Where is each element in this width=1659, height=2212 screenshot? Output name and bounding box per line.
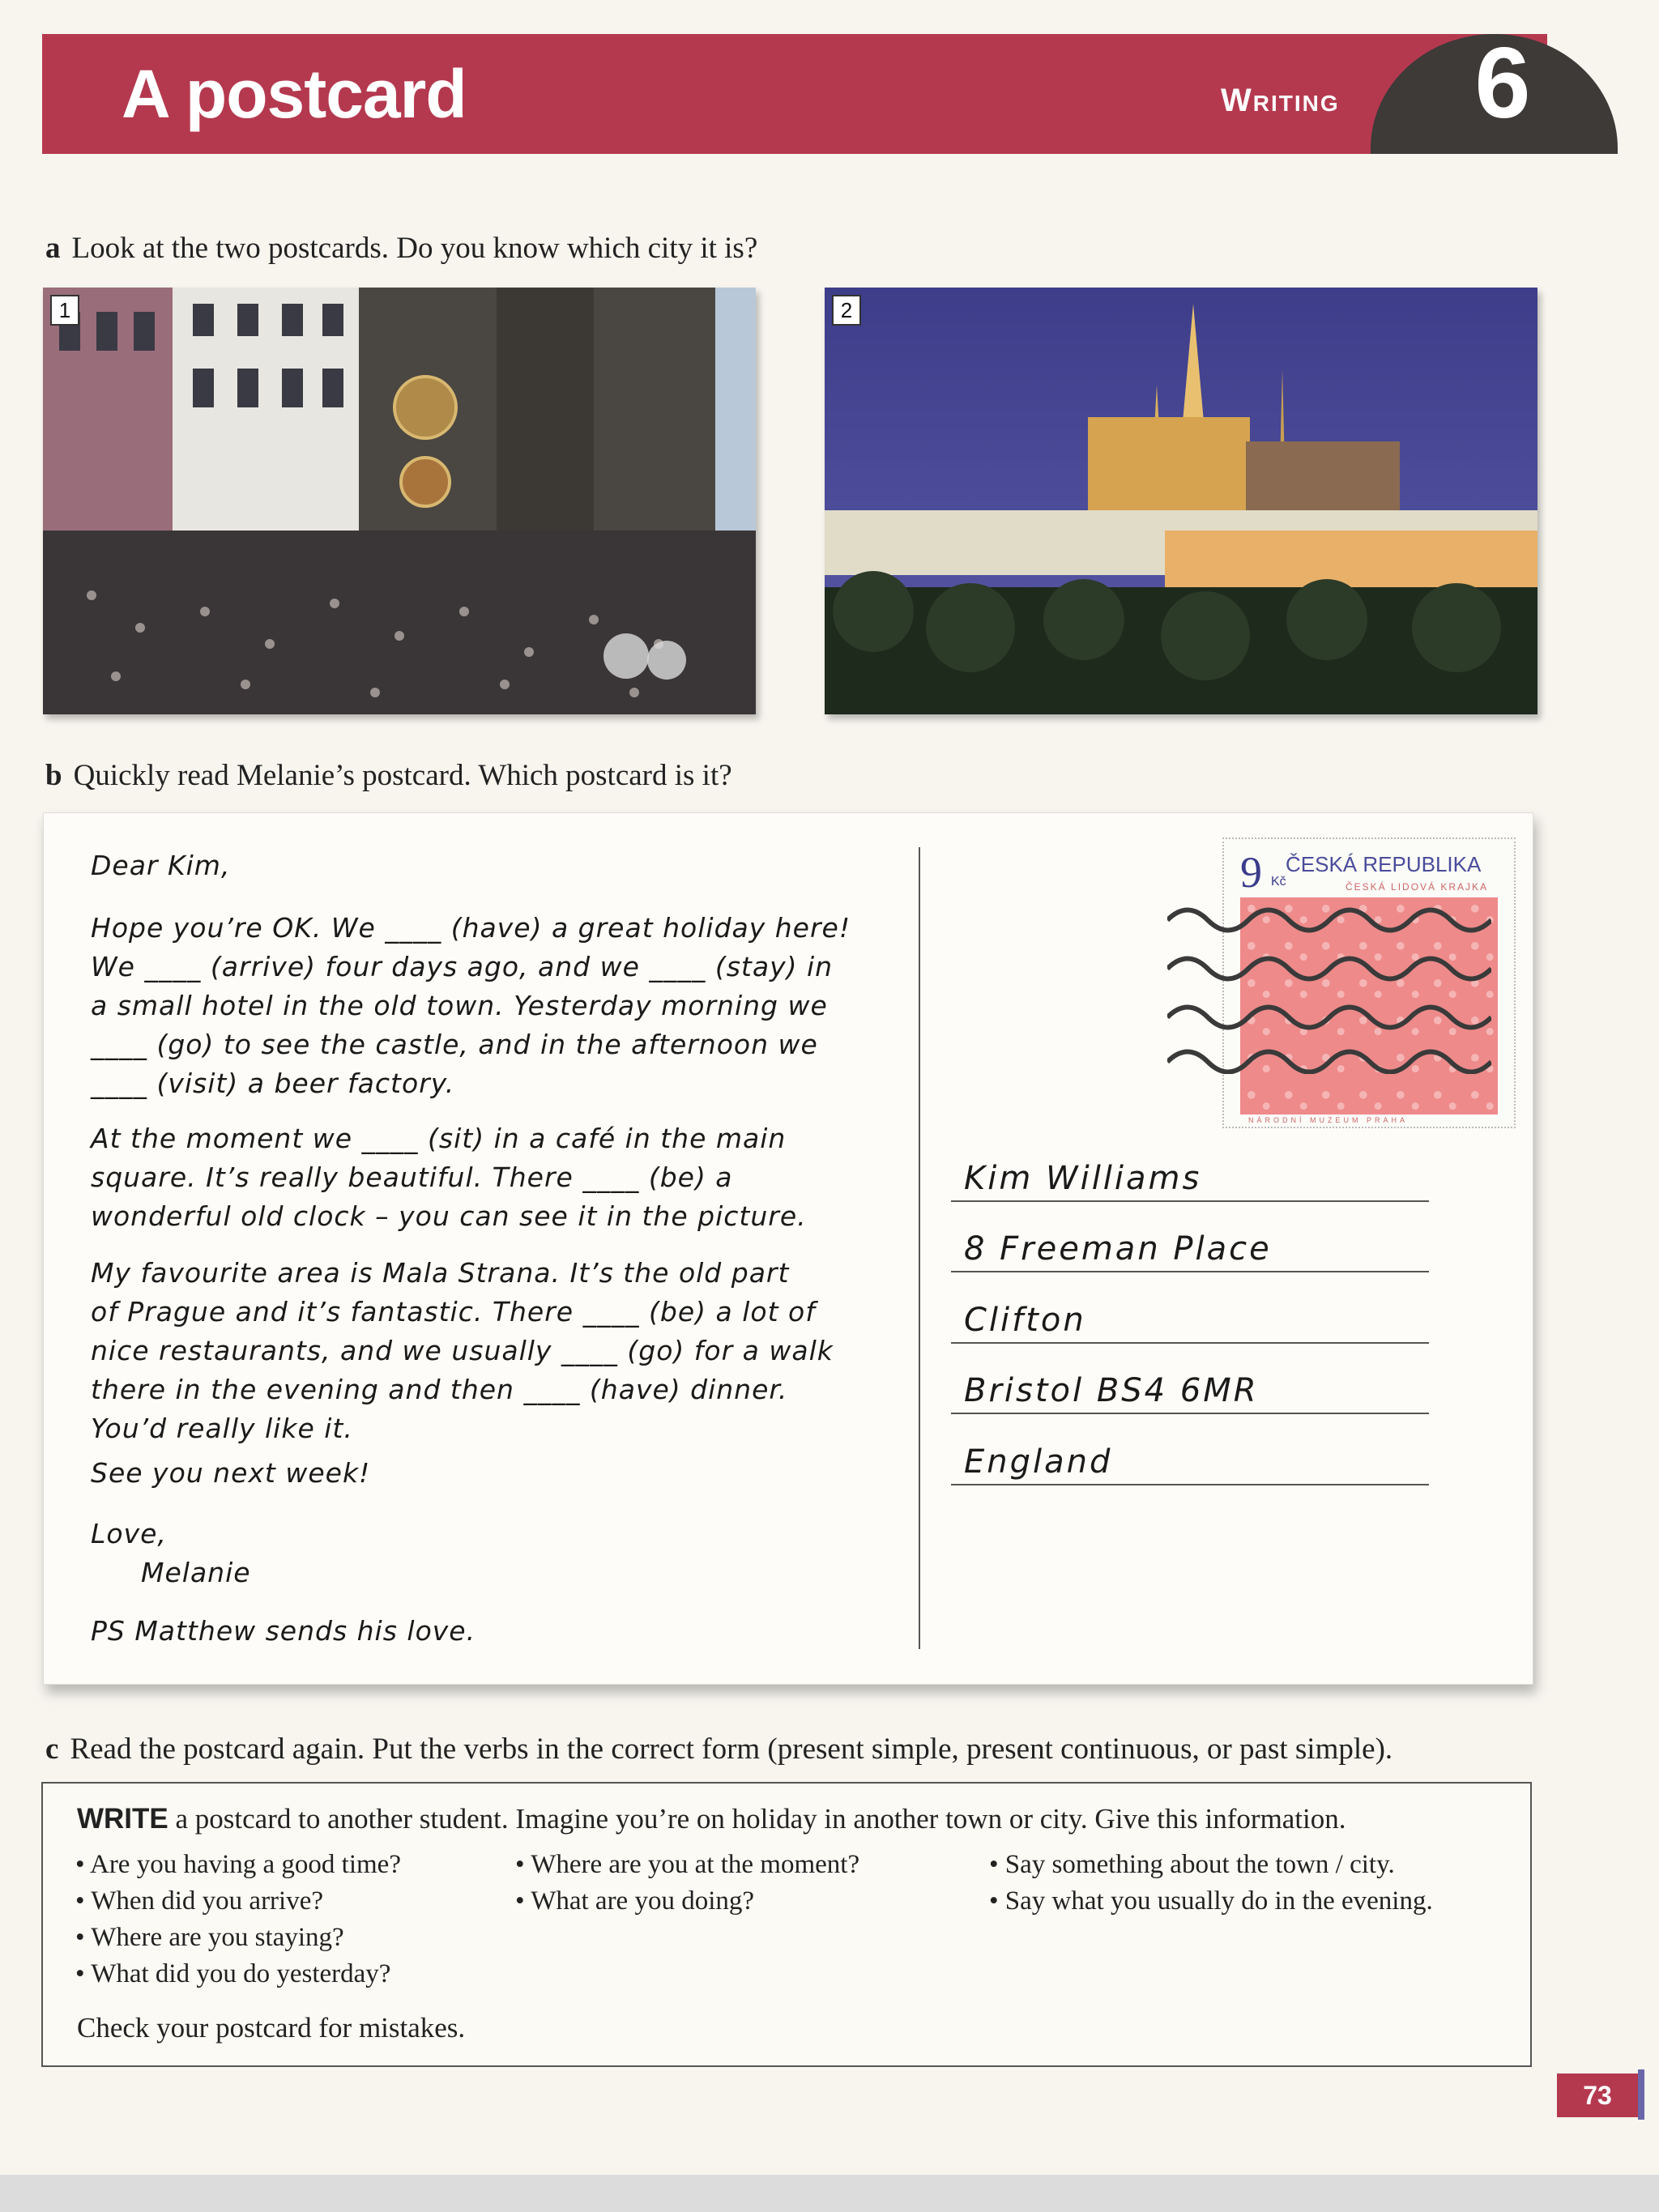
photo-number: 1 xyxy=(50,295,79,326)
task-bullet: • Where are you at the moment? xyxy=(515,1850,860,1879)
stamp-country: ČESKÁ REPUBLIKA xyxy=(1286,852,1482,876)
postcard-line: ____ (visit) a beer factory. xyxy=(91,1068,455,1099)
page-title: A postcard xyxy=(122,56,467,132)
postcard xyxy=(43,812,1533,1685)
instruction-letter: c xyxy=(45,1733,59,1766)
postcard-line: there in the evening and then ____ (have) dinner. xyxy=(91,1374,788,1405)
address-country: England xyxy=(964,1443,1113,1481)
writing-task-intro xyxy=(77,1803,1346,1835)
postcard-line: My favourite area is Mala Strana. It’s the old part xyxy=(91,1257,790,1289)
instruction-letter: b xyxy=(45,759,62,792)
photo-prague-castle xyxy=(825,288,1537,714)
instruction-c xyxy=(45,1732,1392,1767)
postcard-line: square. It’s really beautiful. There ____ (be) a xyxy=(91,1161,733,1193)
postcard-line: At the moment we ____ (sit) in a café in the main xyxy=(91,1123,787,1154)
instruction-text: Read the postcard again. Put the verbs in the correct form (present simple, present continuous, or past simple). xyxy=(70,1733,1393,1766)
postcard-line: a small hotel in the old town. Yesterday morning we xyxy=(91,990,828,1021)
postcard-closing: Love, xyxy=(91,1518,167,1549)
photo-old-town-square xyxy=(43,288,756,714)
prague-castle-image xyxy=(825,288,1537,714)
page-number: 73 xyxy=(1557,2073,1638,2117)
stamp-value: 9 xyxy=(1240,848,1262,897)
scan-bottom-strip xyxy=(0,2175,1659,2212)
section-label: Writing xyxy=(1221,83,1340,118)
stamp-footer: NÁRODNÍ MUZEUM PRAHA xyxy=(1248,1116,1409,1124)
postcard-divider xyxy=(919,847,920,1649)
postcard-line: Hope you’re OK. We ____ (have) a great holiday here! xyxy=(91,912,851,944)
postcard-line: wonderful old clock – you can see it in the picture. xyxy=(91,1200,807,1232)
address-city: Bristol BS4 6MR xyxy=(964,1372,1259,1409)
address-line-rule xyxy=(951,1271,1429,1272)
write-keyword: WRITE xyxy=(77,1803,168,1835)
postcard-ps: PS Matthew sends his love. xyxy=(91,1615,476,1647)
postcard-greeting: Dear Kim, xyxy=(91,850,231,881)
old-town-square-image xyxy=(43,288,756,714)
task-bullet: • Are you having a good time? xyxy=(75,1850,401,1879)
title-banner xyxy=(42,34,1547,154)
writing-task-closing: Check your postcard for mistakes. xyxy=(77,2012,466,2044)
task-bullet: • What did you do yesterday? xyxy=(75,1959,391,1988)
stamp-currency: Kč xyxy=(1271,875,1286,889)
task-bullet: • Where are you staying? xyxy=(75,1923,344,1952)
writing-task-box xyxy=(41,1782,1532,2067)
address-line-rule xyxy=(951,1413,1429,1414)
postmark-wavy-lines xyxy=(1167,888,1491,1074)
address-area: Clifton xyxy=(964,1302,1086,1339)
instruction-text: Look at the two postcards. Do you know which city it is? xyxy=(71,232,758,265)
instruction-text: Quickly read Melanie’s postcard. Which postcard is it? xyxy=(73,759,732,792)
stamp-subtitle: ČESKÁ LIDOVÁ KRAJKA xyxy=(1346,881,1489,893)
address-line-rule xyxy=(951,1200,1429,1202)
unit-number: 6 xyxy=(1474,28,1531,139)
postcard-line: of Prague and it’s fantastic. There ____ (be) a lot of xyxy=(91,1296,816,1328)
postcard-line: We ____ (arrive) four days ago, and we ____ (stay) in xyxy=(91,951,834,982)
instruction-letter: a xyxy=(45,232,61,265)
instruction-a xyxy=(45,231,757,266)
postcard-line: nice restaurants, and we usually ____ (go) for a walk xyxy=(91,1335,834,1366)
postage-stamp xyxy=(1222,837,1516,1128)
address-line-rule xyxy=(951,1484,1429,1485)
task-bullet: • When did you arrive? xyxy=(75,1886,324,1916)
postcard-line: ____ (go) to see the castle, and in the afternoon we xyxy=(91,1029,818,1060)
photo-number: 2 xyxy=(832,295,861,326)
address-name: Kim Williams xyxy=(964,1160,1202,1197)
postcard-line: See you next week! xyxy=(91,1457,371,1489)
write-intro-text: a postcard to another student. Imagine you’re on holiday in another town or city. Give this information. xyxy=(175,1803,1346,1835)
address-line-rule xyxy=(951,1342,1429,1344)
page-edge-marker xyxy=(1638,2069,1644,2120)
instruction-b xyxy=(45,758,732,793)
postcard-signature: Melanie xyxy=(141,1557,251,1588)
address-street: 8 Freeman Place xyxy=(964,1230,1272,1268)
task-bullet: • Say what you usually do in the evening. xyxy=(989,1886,1433,1916)
postcard-line: You’d really like it. xyxy=(91,1413,353,1444)
task-bullet: • What are you doing? xyxy=(515,1886,755,1916)
task-bullet: • Say something about the town / city. xyxy=(989,1850,1395,1879)
